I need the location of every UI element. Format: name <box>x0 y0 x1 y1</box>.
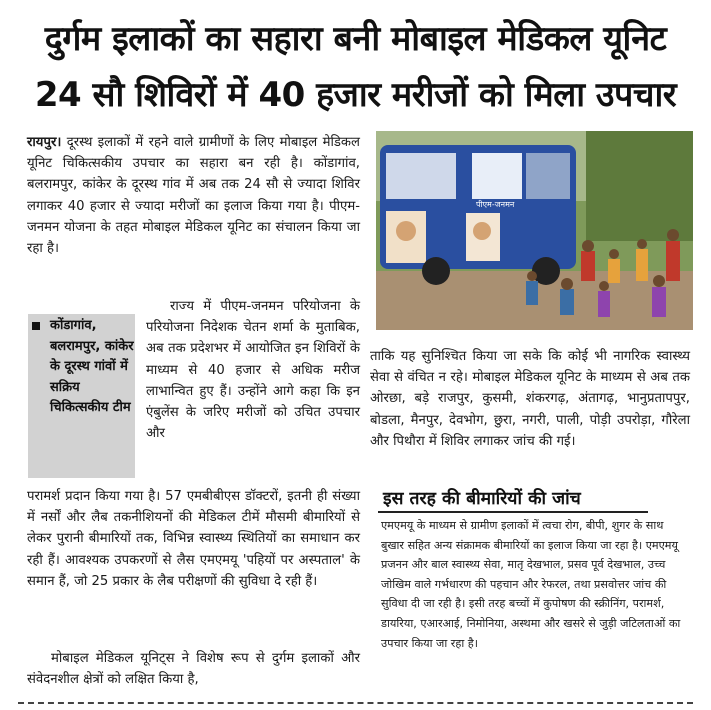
article-paragraph-4: मोबाइल मेडिकल यूनिट्स ने विशेष रूप से दुर्गम इलाकों और संवेदनशील क्षेत्रों को लक्षित किया है, <box>27 651 360 688</box>
box-title: इस तरह की बीमारियों की जांच <box>383 489 581 509</box>
box-title-underline <box>378 511 648 513</box>
photo-illustration <box>376 131 693 330</box>
box-text: एमएमयू के माध्यम से ग्रामीण इलाकों में त्वचा रोग, बीपी, शुगर के साथ बुखार सहित अन्य संक्रामक बीमारियों का इलाज किया जा रहा है। एमएमयू प्रजनन और बाल स्वास्थ्य सेवा, मातृ देखभाल, प्रसव पूर्व देखभाल, उच्च जोखिम वाले गर्भधारण की पहचान और रेफरल, तथा प्रसवोत्तर जांच की सुविधा दी जा रही है। इसी तरह बच्चों में कुपोषण की स्क्रीनिंग, परामर्श, डायरिया, एआरआई, निमोनिया, अस्थमा और खसरे से जुड़ी जटिलताओं का उपचार किया जा रहा है। <box>381 519 681 650</box>
news-photo <box>376 131 693 330</box>
article-paragraph-2: राज्य में पीएम-जनमन परियोजना के परियोजना निदेशक चेतन शर्मा के मुताबिक, अब तक प्रदेशभर में आयोजित इन शिविरों के माध्यम से 40 हजार से अधिक मरीज लाभान्वित हुए हैं। उन्होंने आगे कहा कि इन एंबुलेंस के जरिए मरीजों को उचित उपचार और <box>146 299 360 442</box>
highlight-text: कोंडागांव, बलरामपुर, कांकेर के दूरस्थ गांवों में सक्रिय चिकित्सकीय टीम <box>50 318 134 415</box>
article-paragraph-3: परामर्श प्रदान किया गया है। 57 एमबीबीएस डॉक्टरों, इतनी ही संख्या में नर्सों और लैब तकनीशियनों की मेडिकल टीमें मौसमी बीमारियों से लेकर पुरानी बीमारियों तक, विभिन्न स्वास्थ्य स्थितियों का समाधान कर रही हैं। आवश्यक उपकरणों से लैस एमएमयू 'पहियों पर अस्पताल' के समान हैं, जो 25 प्रकार के लैब परीक्षणों की सुविधा दे रही हैं। <box>27 489 360 589</box>
bus-label: पीएम-जनमन <box>476 200 515 209</box>
dateline: रायपुर। <box>27 135 62 150</box>
paragraph-1-text: दूरस्थ इलाकों में रहने वाले ग्रामीणों के लिए मोबाइल मेडिकल यूनिट चिकित्सकीय उपचार का सहारा बन रही है। कोंडागांव, बलरामपुर, कांकेर के दूरस्थ गांव में अब तक 24 सौ से ज्यादा शिविर लगाकर 40 हजार से ज्यादा मरीजों का इलाज किया गया है। पीएम-जनमन योजना के तहत मोबाइल मेडिकल यूनिट का संचालन किया जा रहा है। <box>27 135 360 257</box>
headline-line-2: 24 सौ शिविरों में 40 हजार मरीजों को मिला उपचार <box>34 75 677 115</box>
article-paragraph-5: ताकि यह सुनिश्चित किया जा सके कि कोई भी नागरिक स्वास्थ्य सेवा से वंचित न रहे। मोबाइल मेडिकल यूनिट के माध्यम से अब तक ओरछा, बड़े राजपुर, कुसमी, शंकरगढ़, अंतागढ़, भानुप्रतापपुर, बोडला, मैनपुर, देवभोग, छुरा, नगरी, पाली, पोड़ी उपरोड़ा, गौरेला और पिथौरा में शिविर लगाकर जांच की गई। <box>370 349 690 449</box>
bottom-dashed-divider <box>18 702 693 704</box>
square-bullet-icon <box>32 322 40 330</box>
highlight-box <box>28 314 135 478</box>
article-paragraph-1 <box>27 132 360 259</box>
headline-line-1: दुर्गम इलाकों का सहारा बनी मोबाइल मेडिकल यूनिट <box>44 19 667 59</box>
